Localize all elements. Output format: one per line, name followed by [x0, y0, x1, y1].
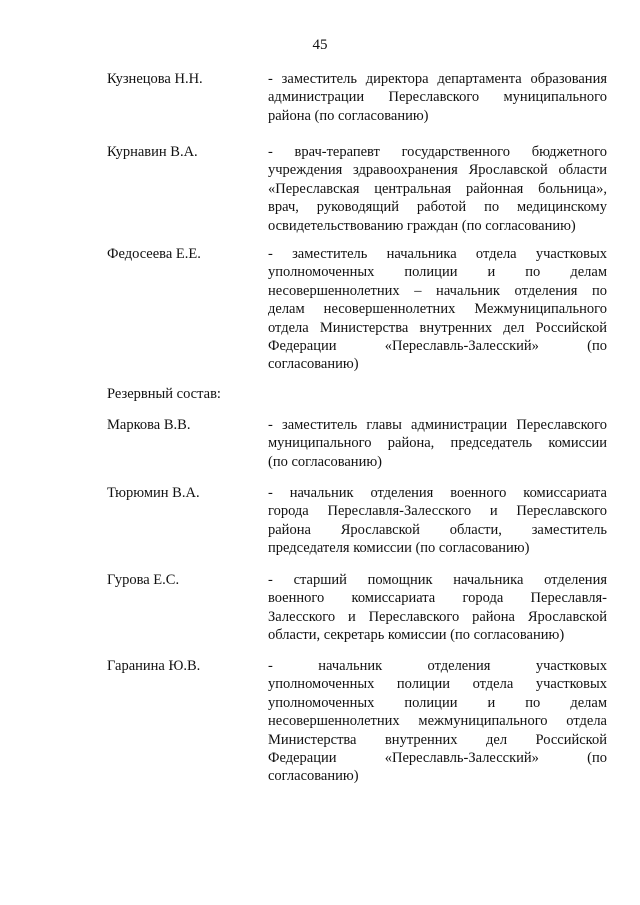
member-name: Гаранина Ю.В.: [107, 658, 201, 674]
position-line: района (по согласованию): [268, 107, 429, 124]
position-line: муниципального района, председатель комиссии: [268, 435, 607, 452]
position-line: согласованию): [268, 356, 359, 373]
member-position: [268, 416, 607, 471]
member-position: [268, 143, 607, 235]
position-line: несовершеннолетних межмуниципального отдела: [268, 713, 607, 730]
position-line: уполномоченных полиции и по делам: [268, 694, 607, 711]
reserve-section-title: Резервный состав:: [107, 386, 221, 402]
position-line: - врач-терапевт государственного бюджетного: [268, 144, 607, 160]
position-line: освидетельствованию граждан (по согласованию): [268, 217, 576, 234]
position-line: делам несовершеннолетних Межмуниципального: [268, 301, 607, 318]
member-position: [268, 484, 607, 558]
member-position: [268, 245, 607, 374]
position-line: Федерации «Переславль-Залесский» (по: [268, 337, 607, 354]
position-line: - заместитель начальника отдела участковых: [268, 246, 607, 262]
member-position: [268, 657, 607, 786]
position-line: учреждения здравоохранения Ярославской области: [268, 162, 607, 179]
member-name: Курнавин В.А.: [107, 144, 198, 160]
page-number: 45: [312, 37, 328, 53]
position-line: района Ярославской области, заместитель: [268, 521, 607, 538]
position-line: отдела Министерства внутренних дел Российской: [268, 319, 607, 336]
position-line: - начальник отделения военного комиссариата: [268, 485, 607, 501]
position-line: - старший помощник начальника отделения: [268, 572, 607, 588]
position-line: (по согласованию): [268, 453, 382, 470]
position-line: врач, руководящий работой по медицинскому: [268, 199, 607, 216]
member-name: Кузнецова Н.Н.: [107, 71, 203, 87]
position-line: несовершеннолетних – начальник отделения по: [268, 282, 607, 299]
member-name: Федосеева Е.Е.: [107, 246, 201, 262]
member-name: Маркова В.В.: [107, 417, 191, 433]
position-line: уполномоченных полиции отдела участковых: [268, 676, 607, 693]
position-line: города Переславля-Залесского и Переславского: [268, 503, 607, 520]
position-line: согласованию): [268, 768, 359, 785]
member-position: [268, 571, 607, 645]
position-line: Залесского и Переславского района Ярославской: [268, 608, 607, 625]
position-line: «Переславская центральная районная больница»,: [268, 180, 607, 197]
position-line: - начальник отделения участковых: [268, 658, 607, 674]
position-line: уполномоченных полиции и по делам: [268, 264, 607, 281]
position-line: - заместитель директора департамента образования: [268, 71, 607, 87]
position-line: администрации Переславского муниципального: [268, 89, 607, 106]
position-line: Министерства внутренних дел Российской: [268, 731, 607, 748]
position-line: Федерации «Переславль-Залесский» (по: [268, 749, 607, 766]
member-name: Гурова Е.С.: [107, 572, 180, 588]
position-line: председателя комиссии (по согласованию): [268, 540, 530, 557]
position-line: военного комиссариата города Переславля-: [268, 590, 607, 607]
member-position: [268, 70, 607, 125]
position-line: - заместитель главы администрации Переславского: [268, 417, 607, 433]
member-name: Тюрюмин В.А.: [107, 485, 200, 501]
position-line: области, секретарь комиссии (по согласованию): [268, 627, 565, 644]
